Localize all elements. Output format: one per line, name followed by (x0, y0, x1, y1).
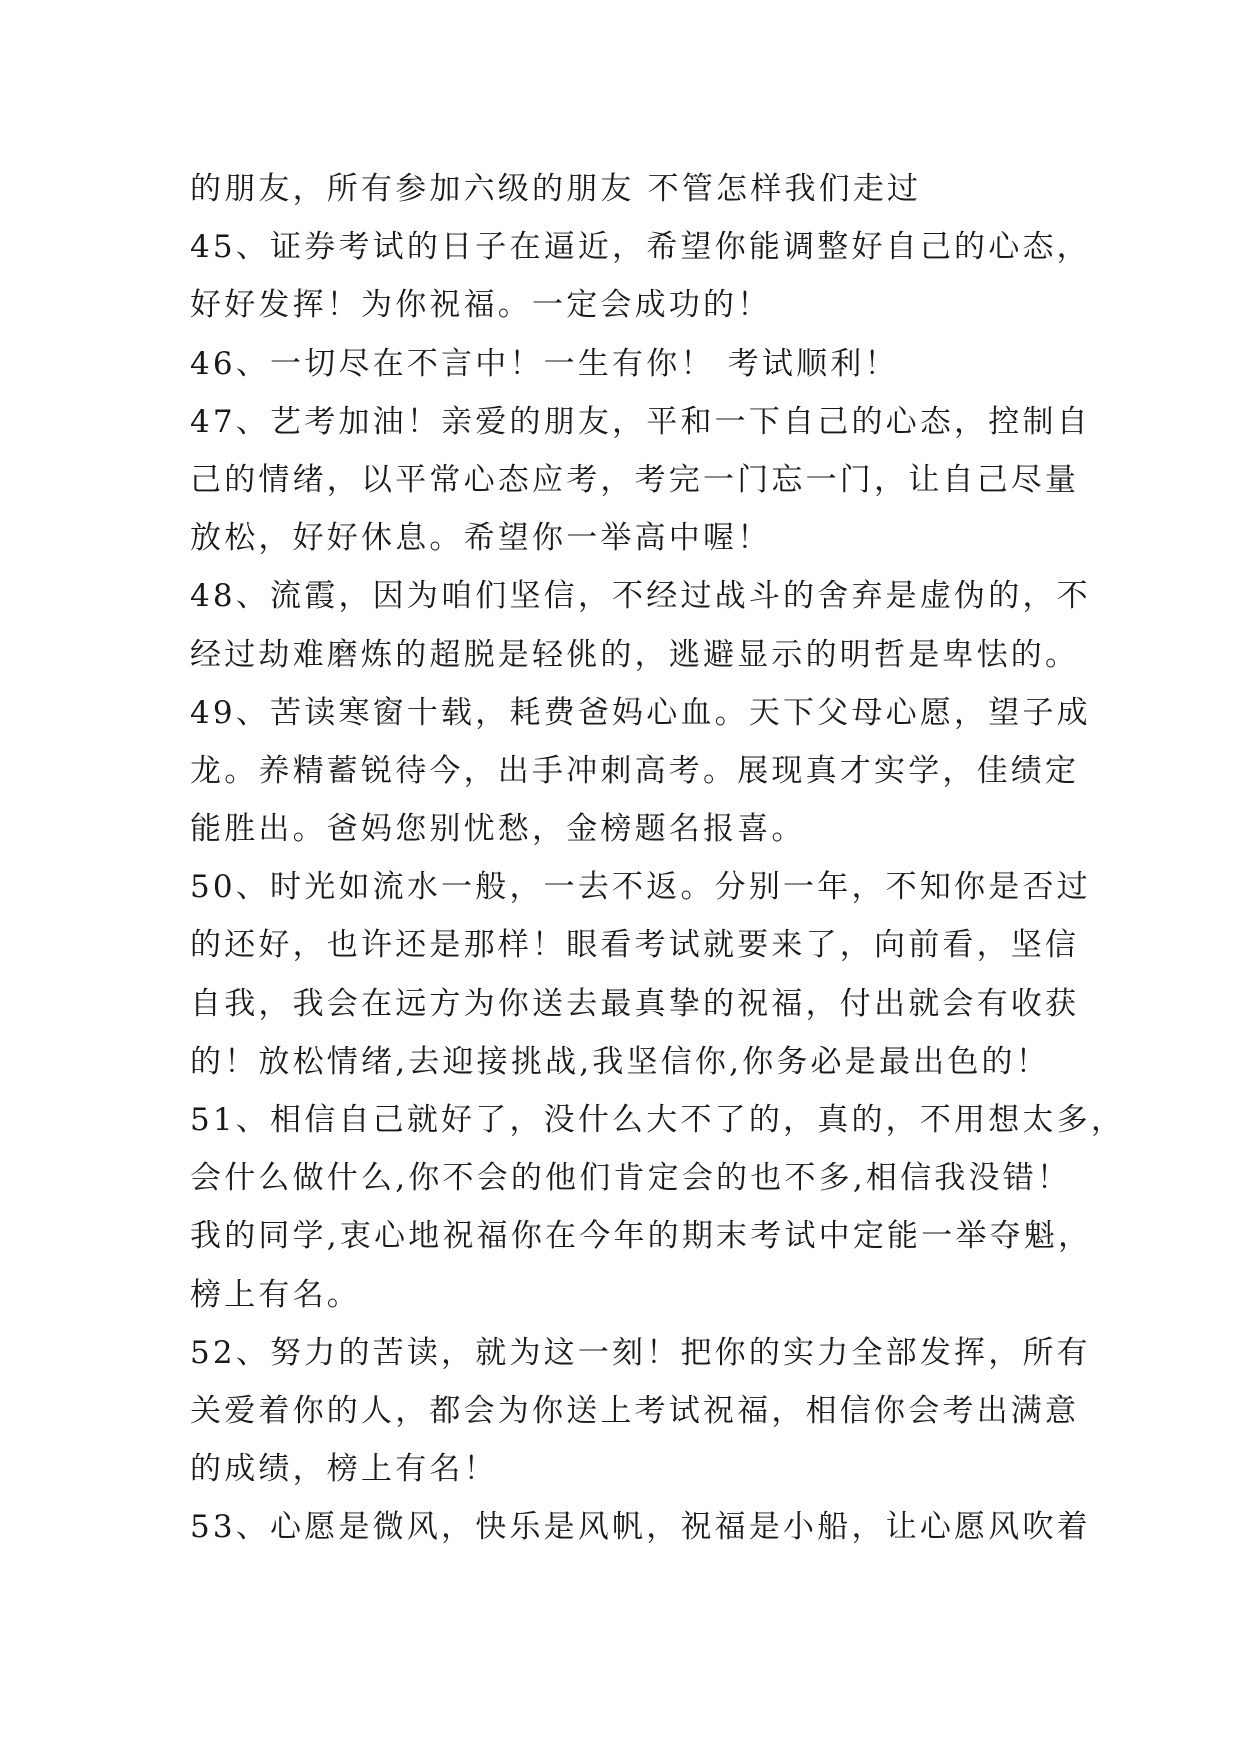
text-line: 龙。养精蓄锐待今，出手冲刺高考。展现真才实学，佳绩定 (190, 752, 1080, 789)
text-line: 好好发挥！为你祝福。一定会成功的！ (190, 287, 772, 324)
text-line: 经过劫难磨炼的超脱是轻佻的，逃避显示的明哲是卑怯的。 (190, 636, 1080, 673)
text-line: 关爱着你的人，都会为你送上考试祝福，相信你会考出满意 (190, 1392, 1080, 1429)
document-body (190, 160, 1126, 1557)
text-line: 52、努力的苦读，就为这一刻！把你的实力全部发挥，所有 (190, 1334, 1091, 1371)
text-line: 我的同学,衷心地祝福你在今年的期末考试中定能一举夺魁， (190, 1218, 1093, 1255)
text-line: 51、相信自己就好了，没什么大不了的，真的，不用想太多， (190, 1102, 1126, 1138)
text-line: 48、流霞，因为咱们坚信，不经过战斗的舍弃是虚伪的，不 (190, 578, 1091, 615)
text-line: 50、时光如流水一般，一去不返。分别一年，不知你是否过 (190, 869, 1091, 906)
text-line: 自我，我会在远方为你送去最真挚的祝福，付出就会有收获 (190, 985, 1080, 1022)
text-line: 的成绩，榜上有名！ (190, 1451, 498, 1488)
text-line: 会什么做什么,你不会的他们肯定会的也不多,相信我没错！ (190, 1160, 1072, 1197)
text-line: 47、艺考加油！亲爱的朋友，平和一下自己的心态，控制自 (190, 403, 1091, 440)
text-line: 46、一切尽在不言中！一生有你！ 考试顺利！ (190, 345, 899, 382)
text-line: 的还好，也许还是那样！眼看考试就要来了，向前看，坚信 (190, 927, 1080, 964)
text-line: 放松，好好休息。希望你一举高中喔！ (190, 520, 772, 557)
text-line: 榜上有名。 (190, 1276, 361, 1313)
text-line: 的！放松情绪,去迎接挑战,我坚信你,你务必是最出色的！ (190, 1043, 1050, 1080)
text-line: 45、证券考试的日子在逼近，希望你能调整好自己的心态， (190, 229, 1091, 266)
text-line: 的朋友，所有参加六级的朋友 不管怎样我们走过 (190, 171, 922, 207)
text-line: 能胜出。爸妈您别忧愁，金榜题名报喜。 (190, 811, 806, 848)
text-line: 49、苦读寒窗十载，耗费爸妈心血。天下父母心愿，望子成 (190, 694, 1091, 731)
text-line: 53、心愿是微风，快乐是风帆，祝福是小船，让心愿风吹着 (190, 1509, 1091, 1546)
text-line: 己的情绪，以平常心态应考，考完一门忘一门，让自己尽量 (190, 461, 1080, 498)
